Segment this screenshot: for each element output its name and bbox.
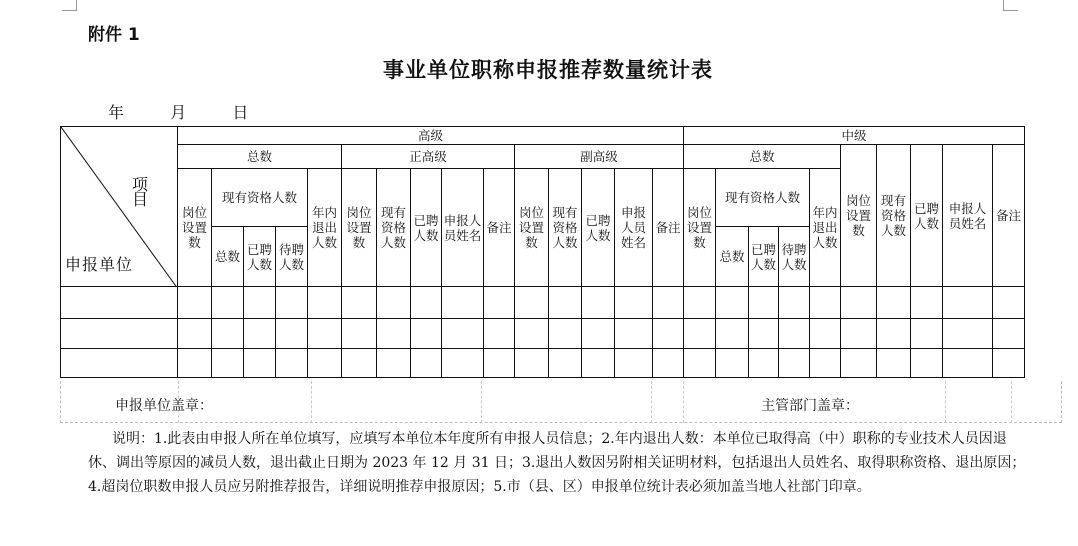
corner-project-label: 项 目: [131, 175, 160, 209]
dept-seal-label: 主管部门盖章：: [761, 398, 859, 414]
header-senior-qualified: 现有资格人数: [212, 169, 308, 227]
day-label: 日: [232, 103, 249, 122]
header-full-names: 申报人员姓名: [442, 169, 484, 287]
attachment-label: 附件 1: [88, 25, 140, 45]
header-middle-total: 总数: [684, 145, 841, 169]
header-deputy-post-count: 岗位设置数: [515, 169, 549, 287]
header-middle-employed: 已聘人数: [911, 145, 943, 287]
crop-mark-top-left: [62, 0, 77, 11]
table-row: [61, 287, 1025, 319]
header-deputy-senior: 副高级: [515, 145, 684, 169]
header-senior-sub-employed: 已聘人数: [244, 227, 276, 287]
header-senior-total: 总数: [178, 145, 342, 169]
header-middle-sub-total: 总数: [716, 227, 749, 287]
header-middle-remark: 备注: [993, 145, 1025, 287]
header-middle-names: 申报人员姓名: [943, 145, 993, 287]
header-deputy-employed: 已聘人数: [582, 169, 615, 287]
header-middle-total-qualified: 现有资格人数: [716, 169, 810, 227]
header-full-remark: 备注: [484, 169, 515, 287]
header-full-senior: 正高级: [342, 145, 515, 169]
header-full-post-count: 岗位设置数: [342, 169, 377, 287]
header-senior: 高级: [178, 127, 684, 145]
header-middle-sub-waiting: 待聘人数: [779, 227, 810, 287]
unit-seal-label: 申报单位盖章：: [115, 398, 213, 414]
header-middle-qualified: 现有资格人数: [877, 145, 911, 287]
crop-mark-top-right: [1003, 0, 1018, 11]
date-line: [108, 100, 248, 123]
page-title: 事业单位职称申报推荐数量统计表: [383, 58, 713, 82]
header-middle: 中级: [684, 127, 1025, 145]
header-senior-retired: 年内退出人数: [308, 169, 342, 287]
header-middle-post-count: 岗位设置数: [841, 145, 877, 287]
header-senior-sub-total: 总数: [212, 227, 244, 287]
notes-paragraph: 说明：1.此表由申报人所在单位填写，应填写本单位本年度所有申报人员信息；2.年内退出人数：本单位已取得高（中）职称的专业技术人员因退休、调出等原因的减员人数，退出截止日期为 2023 年 12 月 31 日；3.退出人数因另附相关证明材料，包括退出人员姓名、取得职称资格、退出原因；4.超岗位职数申报人员应另附推荐报告，详细说明推荐申报原因；5.市（县、区）申报单位统计表必须加盖当地人社部门印章。: [88, 431, 1026, 495]
header-deputy-remark: 备注: [653, 169, 684, 287]
header-senior-post-count: 岗位设置数: [178, 169, 212, 287]
header-middle-total-post-count: 岗位设置数: [684, 169, 716, 287]
table-row: [61, 319, 1025, 349]
month-label: 月: [170, 103, 187, 122]
header-senior-sub-waiting: 待聘人数: [276, 227, 308, 287]
header-full-qualified: 现有资格人数: [377, 169, 411, 287]
corner-header-cell: [61, 127, 178, 287]
header-deputy-names: 申报人员姓名: [615, 169, 653, 287]
year-label: 年: [108, 103, 125, 122]
statistics-table: [60, 126, 1025, 378]
corner-unit-label: 申报单位: [65, 255, 134, 274]
header-middle-retired: 年内退出人数: [810, 169, 841, 287]
header-deputy-qualified: 现有资格人数: [549, 169, 582, 287]
header-full-employed: 已聘人数: [411, 169, 442, 287]
seal-row: [60, 381, 1062, 423]
table-row: [61, 349, 1025, 378]
header-middle-sub-employed: 已聘人数: [749, 227, 779, 287]
